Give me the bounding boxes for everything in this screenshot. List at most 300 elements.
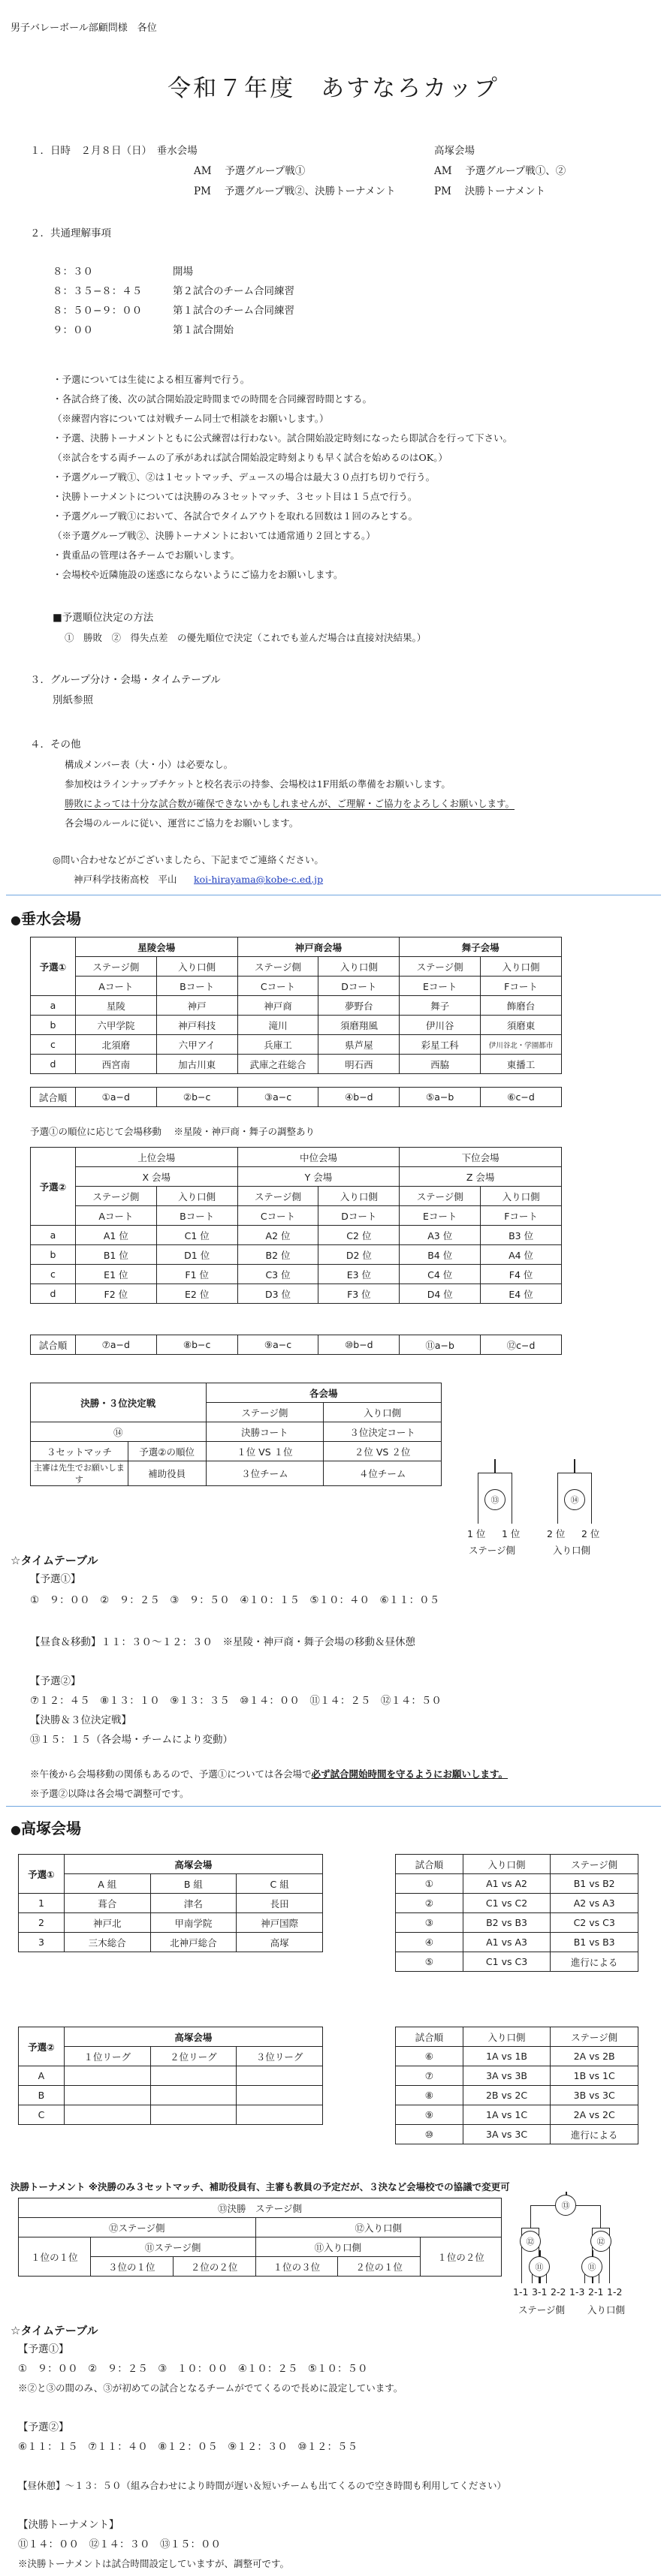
team-cell: 舞子: [400, 996, 481, 1016]
timetable-final-note: ※決勝トーナメントは試合時間設定していますが、調整可です。: [18, 2558, 290, 2569]
side-header: 入り口側: [481, 957, 562, 977]
order-match: ②b−c: [156, 1088, 237, 1107]
bracket-label: 2-2: [551, 2286, 566, 2298]
bracket-label: 1-2: [607, 2286, 623, 2298]
takatsuka-pm: PM 決勝トーナメント: [434, 185, 546, 197]
order-match: ⑦a−d: [75, 1335, 156, 1355]
rank-cell: F4 位: [481, 1265, 562, 1284]
timetable-title-label: タイムテーブル: [20, 2324, 98, 2337]
order-match: ④b−d: [318, 1088, 400, 1107]
order-header: ステージ側: [551, 2027, 638, 2047]
court-header: Fコート: [481, 977, 562, 996]
venue-header: 星陵会場: [75, 937, 237, 957]
order-match: C1 vs C3: [463, 1952, 551, 1972]
side-header: ステージ側: [206, 1403, 324, 1422]
team-cell: 神戸北: [64, 1913, 150, 1933]
other-item: 参加校はラインナップチケットと校名表示の持参、会場校は1F用紙の準備をお願いします。: [65, 778, 451, 790]
note: （※練習内容については対戦チーム同士で相談をお願いします。）: [53, 413, 329, 424]
team-cell: 北須磨: [75, 1035, 156, 1055]
empty-cell: [64, 2105, 150, 2125]
bullet-icon: ●: [11, 913, 21, 927]
takatsuka-section-title: [11, 1816, 81, 1838]
section3-body: 別紙参照: [53, 694, 93, 706]
court-header: Fコート: [481, 1206, 562, 1226]
row-key: C: [19, 2105, 65, 2125]
side-header: 入り口側: [481, 1187, 562, 1206]
order-no: ②: [396, 1894, 463, 1913]
team-cell: 彩星工科: [400, 1035, 481, 1055]
row-key: 1: [19, 1894, 65, 1913]
side-header: ステージ側: [75, 1187, 156, 1206]
timetable-p1-times: ① ９：００ ② ９：２５ ③ ９：５０ ④１０：１５ ⑤１０：４０ ⑥１１：０５: [30, 1594, 440, 1606]
group-header: X 会場: [75, 1167, 237, 1187]
league-header: ２位リーグ: [150, 2047, 237, 2066]
order-match: B1 vs B3: [551, 1933, 638, 1952]
rank-cell: F3 位: [318, 1284, 400, 1304]
note: ・予選については生徒による相互審判で行う。: [53, 374, 250, 385]
tarumi-final-table: [30, 1383, 442, 1486]
note: ・予選、決勝トーナメントともに公式練習は行わない。試合開始設定時刻になったら即試合を行って下さい。: [53, 432, 513, 444]
court-header: Eコート: [400, 1206, 481, 1226]
schedule-event: 第１試合開始: [173, 324, 234, 336]
final-court: ３位決定コート: [324, 1422, 442, 1442]
final-assistant: ３位チーム: [206, 1461, 324, 1486]
final-pairing: １位 VS １位: [206, 1442, 324, 1461]
empty-cell: [237, 2066, 323, 2086]
ranking-body: ① 勝敗 ② 得失点差 の優先順位で決定（これでも並んだ場合は直接対決結果。）: [65, 632, 427, 643]
order-match: A1 vs A3: [463, 1933, 551, 1952]
bracket-node: ⑬: [484, 1489, 506, 1510]
order-match: A2 vs A3: [551, 1894, 638, 1913]
team-cell: 滝川: [237, 1016, 318, 1035]
timetable-p1-label: 【予選①】: [30, 1573, 81, 1585]
final-match: ⑭: [31, 1422, 207, 1442]
timetable-p1-label: 【予選①】: [18, 2343, 69, 2355]
order-header: 入り口側: [463, 2027, 551, 2047]
table-row: [396, 1874, 638, 1894]
empty-cell: [64, 2086, 150, 2105]
bracket-label: 2 位: [547, 1528, 566, 1539]
bracket-node: ⑭: [564, 1489, 585, 1510]
order-match: B2 vs B3: [463, 1913, 551, 1933]
final-pairing: ２位 VS ２位: [324, 1442, 442, 1461]
table-row: [19, 2086, 323, 2105]
contact-line: ◎問い合わせなどがございましたら、下記までご連絡ください。: [53, 854, 324, 865]
bracket-node: ⑪: [581, 2256, 602, 2277]
order-match: ⑥c−d: [481, 1088, 562, 1107]
rank-cell: C2 位: [318, 1226, 400, 1245]
court-header: Dコート: [318, 977, 400, 996]
divider: [6, 1806, 661, 1807]
bracket-node: ⑪: [529, 2256, 550, 2277]
team-cell: 北神戸総合: [150, 1933, 237, 1952]
tarumi-section-title: [11, 907, 81, 928]
league-header: １位リーグ: [64, 2047, 150, 2066]
order-no: ⑧: [396, 2086, 463, 2105]
order-match: C2 vs C3: [551, 1913, 638, 1933]
bracket-label: 3-1: [532, 2286, 548, 2298]
venue-header: 舞子会場: [400, 937, 562, 957]
order-match: ⑪a−b: [400, 1335, 481, 1355]
tournament-side: １位の２位: [421, 2237, 502, 2277]
team-cell: 星陵: [75, 996, 156, 1016]
tarumi-section-label: 垂水会場: [20, 910, 81, 928]
order-no: ⑤: [396, 1952, 463, 1972]
schedule-time: ８：５０−９：００: [53, 305, 143, 317]
table-row: [396, 1913, 638, 1933]
row-key: c: [31, 1035, 76, 1055]
group-header: C 組: [237, 1874, 323, 1894]
bracket-line: [574, 1459, 575, 1473]
rank-cell: E2 位: [156, 1284, 237, 1304]
team-cell: 明石西: [318, 1055, 400, 1074]
order-no: ⑩: [396, 2125, 463, 2144]
schedule-event: 開場: [173, 266, 193, 278]
final-assistant: ４位チーム: [324, 1461, 442, 1486]
timetable-lunch: 【昼休憩】〜１３：５０（組み合わせにより時間が遅い＆短いチームも出てくるので空き時間も利用してください）: [18, 2480, 507, 2491]
row-key: b: [31, 1245, 76, 1265]
tournament-final-row: ⑬決勝 ステージ側: [19, 2198, 502, 2218]
team-cell: 東播工: [481, 1055, 562, 1074]
rank-cell: D1 位: [156, 1245, 237, 1265]
team-cell: 須磨翔風: [318, 1016, 400, 1035]
note1-emphasis: 必ず試合開始時間を守るようにお願いします。: [311, 1768, 509, 1780]
note: ・決勝トーナメントについては決勝のみ３セットマッチ、３セット目は１５点で行う。: [53, 491, 418, 502]
team-cell: 飾磨台: [481, 996, 562, 1016]
team-cell: 葺合: [64, 1894, 150, 1913]
team-cell: 長田: [237, 1894, 323, 1913]
bracket-label: 1 位: [502, 1528, 521, 1539]
move-note: 予選①の順位に応じて会場移動 ※星陵・神戸商・舞子の調整あり: [30, 1126, 315, 1137]
tarumi-prelim1-table: [30, 937, 562, 1074]
tarumi-prelim2-table: [30, 1147, 562, 1304]
table-row: [31, 1284, 562, 1304]
empty-cell: [237, 2086, 323, 2105]
timetable-p2-times: ⑥１１：１５ ⑦１１：４０ ⑧１２：０５ ⑨１２：３０ ⑩１２：５５: [18, 2441, 358, 2453]
order-match: 2A vs 2B: [551, 2047, 638, 2066]
tournament-seed: ２位の１位: [338, 2257, 421, 2277]
bracket-side: 入り口側: [587, 2304, 626, 2316]
table-row: [31, 1035, 562, 1055]
team-cell: 神戸科技: [156, 1016, 237, 1035]
court-header: Aコート: [75, 1206, 156, 1226]
court-header: Aコート: [75, 977, 156, 996]
team-cell: 須磨東: [481, 1016, 562, 1035]
row-key: 3: [19, 1933, 65, 1952]
court-header: Bコート: [156, 1206, 237, 1226]
order-label: 試合順: [31, 1335, 76, 1355]
bracket-label: 1 位: [467, 1528, 486, 1539]
prelim2-label: 予選②: [31, 1148, 76, 1226]
order-no: ③: [396, 1913, 463, 1933]
rank-cell: B4 位: [400, 1245, 481, 1265]
timetable-final-times: ⑬１５：１５（各会場・チームにより変動）: [30, 1734, 233, 1746]
other-item-underlined: 勝敗によっては十分な試合数が確保できないかもしれませんが、ご理解・ご協力をよろしくお願いします。: [65, 798, 515, 809]
order-match: 3B vs 3C: [551, 2086, 638, 2105]
takatsuka-tournament-table: [18, 2198, 502, 2277]
order-header: 試合順: [396, 2027, 463, 2047]
order-no: ⑨: [396, 2105, 463, 2125]
ranking-title: ■予選順位決定の方法: [53, 612, 154, 624]
team-cell: 津名: [150, 1894, 237, 1913]
team-cell: 三木総合: [64, 1933, 150, 1952]
team-cell: 甲南学院: [150, 1913, 237, 1933]
team-cell: 夢野台: [318, 996, 400, 1016]
note: ・予選グループ戦①において、各試合でタイムアウトを取れる回数は１回のみとする。: [53, 510, 418, 522]
schedule-time: ８：３５−８：４５: [53, 285, 143, 297]
rank-cell: D2 位: [318, 1245, 400, 1265]
bracket-line: [494, 1459, 496, 1473]
league-header: ３位リーグ: [237, 2047, 323, 2066]
takatsuka-prelim2-table: [18, 2027, 323, 2125]
order-match: ⑧b−c: [156, 1335, 237, 1355]
note: （※予選グループ戦②、決勝トーナメントにおいては通常通り２回とする。）: [53, 530, 376, 541]
empty-cell: [150, 2066, 237, 2086]
table-row: [19, 1913, 323, 1933]
table-row: [396, 2086, 638, 2105]
order-header: 入り口側: [463, 1855, 551, 1874]
final-court: 決勝コート: [206, 1422, 324, 1442]
rank-cell: F1 位: [156, 1265, 237, 1284]
team-cell: 県芦屋: [318, 1035, 400, 1055]
tournament-seed: ３位の１位: [90, 2257, 173, 2277]
note: ・予選グループ戦①、②は１セットマッチ、デュースの場合は最大３０点打ち切りで行う。: [53, 471, 436, 483]
order-header: ステージ側: [551, 1855, 638, 1874]
final-set-rule: ３セットマッチ: [31, 1442, 128, 1461]
table-row: [396, 1952, 638, 1972]
team-cell: 神戸国際: [237, 1913, 323, 1933]
tournament-semi: ⑫入り口側: [255, 2218, 502, 2237]
order-match: 1A vs 1C: [463, 2105, 551, 2125]
schedule-time: ９：００: [53, 324, 93, 336]
court-header: Bコート: [156, 977, 237, 996]
table-row: [396, 1894, 638, 1913]
tournament-seed: ２位の２位: [173, 2257, 255, 2277]
tarumi-pm: PM 予選グループ戦②、決勝トーナメント: [194, 185, 396, 197]
team-cell: 六甲アイ: [156, 1035, 237, 1055]
prelim1-label: 予選①: [31, 937, 76, 996]
table-row: [19, 2105, 323, 2125]
venue-header: 中位会場: [237, 1148, 400, 1167]
empty-cell: [150, 2086, 237, 2105]
venue-header: 上位会場: [75, 1148, 237, 1167]
table-row: [19, 1933, 323, 1952]
group-header: Y 会場: [237, 1167, 400, 1187]
table-row: [31, 1265, 562, 1284]
order-match: 進行による: [551, 1952, 638, 1972]
row-key: a: [31, 1226, 76, 1245]
empty-cell: [150, 2105, 237, 2125]
table-row: [396, 2125, 638, 2144]
date-venue-line: １．日時 ２月８日（日） 垂水会場: [30, 145, 198, 157]
rank-cell: E4 位: [481, 1284, 562, 1304]
order-match: ⑨a−c: [237, 1335, 318, 1355]
table-row: [31, 1245, 562, 1265]
note: （※試合をする両チームの了承があれば試合開始設定時刻よりも早く試合を始めるのはOK。）: [53, 452, 448, 463]
order-match: ⑩b−d: [318, 1335, 400, 1355]
tournament-qf: ⑪ステージ側: [90, 2237, 255, 2257]
table-row: [19, 1894, 323, 1913]
side-header: ステージ側: [400, 1187, 481, 1206]
timetable-note1: [30, 1768, 508, 1780]
side-header: ステージ側: [237, 1187, 318, 1206]
tarumi-order1-table: [30, 1087, 562, 1107]
rank-cell: C4 位: [400, 1265, 481, 1284]
takatsuka-timetable-title: ☆タイムテーブル: [11, 2324, 98, 2337]
venue-header: 神戸商会場: [237, 937, 400, 957]
bracket-node: ⑫: [590, 2231, 611, 2252]
table-row: [396, 2066, 638, 2086]
order-match: 2B vs 2C: [463, 2086, 551, 2105]
rank-cell: C3 位: [237, 1265, 318, 1284]
row-key: 2: [19, 1913, 65, 1933]
order-label: 試合順: [31, 1088, 76, 1107]
team-cell: 六甲学院: [75, 1016, 156, 1035]
tarumi-timetable-title: ☆タイムテーブル: [11, 1554, 98, 1567]
bracket-node: ⑬: [555, 2195, 576, 2216]
side-header: ステージ側: [237, 957, 318, 977]
team-cell: 加古川東: [156, 1055, 237, 1074]
side-header: 入り口側: [156, 1187, 237, 1206]
final-title: 決勝・３位決定戦: [31, 1383, 207, 1422]
court-header: Cコート: [237, 1206, 318, 1226]
team-cell: 兵庫工: [237, 1035, 318, 1055]
row-key: a: [31, 996, 76, 1016]
bracket-label: 2 位: [581, 1528, 600, 1539]
order-match: ③a−c: [237, 1088, 318, 1107]
side-header: ステージ側: [400, 957, 481, 977]
order-match: ①a−d: [75, 1088, 156, 1107]
schedule-time: ８：３０: [53, 266, 93, 278]
tarumi-am: AM 予選グループ戦①: [194, 165, 306, 177]
timetable-final-label: 【決勝＆３位決定戦】: [30, 1714, 131, 1726]
final-referee-note: 主審は先生でお願いします: [31, 1461, 128, 1486]
team-cell: 伊川谷: [400, 1016, 481, 1035]
takatsuka-venue-label: 高塚会場: [434, 145, 475, 157]
section2-title: ２．共通理解事項: [30, 227, 111, 239]
bracket-label: 1-1: [513, 2286, 529, 2298]
tournament-qf: ⑪入り口側: [255, 2237, 421, 2257]
timetable-lunch: 【昼食＆移動】１１：３０〜１２：３０ ※星陵・神戸商・舞子会場の移動＆昼休憩: [30, 1636, 415, 1648]
prelim2-label: 予選②: [19, 2027, 65, 2066]
recipient-line: 男子バレーボール部顧問様 各位: [11, 23, 157, 34]
order-match: 2A vs 2C: [551, 2105, 638, 2125]
table-row: [19, 2066, 323, 2086]
group-header: Z 会場: [400, 1167, 562, 1187]
team-cell: 武庫之荘総合: [237, 1055, 318, 1074]
rank-cell: B1 位: [75, 1245, 156, 1265]
takatsuka-section-label: 高塚会場: [20, 1819, 81, 1837]
rank-cell: E3 位: [318, 1265, 400, 1284]
note1-plain: ※午後から会場移動の関係もあるので、予選①については各会場で: [30, 1768, 312, 1780]
team-cell: 神戸商: [237, 996, 318, 1016]
bracket-side: ステージ側: [469, 1545, 516, 1556]
timetable-p2-times: ⑦１２：４５ ⑧１３：１０ ⑨１３：３５ ⑩１４：００ ⑪１４：２５ ⑫１４：５０: [30, 1695, 442, 1707]
order-match: B1 vs B2: [551, 1874, 638, 1894]
timetable-final-label: 【決勝トーナメント】: [18, 2519, 119, 2531]
final-rank-label: 予選②の順位: [128, 1442, 206, 1461]
order-match: 進行による: [551, 2125, 638, 2144]
empty-cell: [64, 2066, 150, 2086]
rank-cell: A4 位: [481, 1245, 562, 1265]
venue-header: 高塚会場: [64, 2027, 322, 2047]
rank-cell: E1 位: [75, 1265, 156, 1284]
schedule-event: 第２試合のチーム合同練習: [173, 285, 294, 297]
side-header: ステージ側: [75, 957, 156, 977]
timetable-title-label: タイムテーブル: [20, 1554, 98, 1567]
takatsuka-prelim1-table: [18, 1854, 323, 1952]
bullet-icon: ●: [11, 1822, 21, 1837]
order-no: ⑦: [396, 2066, 463, 2086]
court-header: Eコート: [400, 977, 481, 996]
group-header: A 組: [64, 1874, 150, 1894]
side-header: 入り口側: [318, 957, 400, 977]
team-cell: 西脇: [400, 1055, 481, 1074]
tarumi-order2-table: [30, 1335, 562, 1355]
timetable-p1-times: ① ９：００ ② ９：２５ ③ １０：００ ④１０：２５ ⑤１０：５０: [18, 2363, 368, 2375]
rank-cell: B2 位: [237, 1245, 318, 1265]
row-key: c: [31, 1265, 76, 1284]
takatsuka-am: AM 予選グループ戦①、②: [434, 165, 566, 177]
timetable-final-times: ⑪１４：００ ⑫１４：３０ ⑬１５：００: [18, 2538, 221, 2550]
order-no: ①: [396, 1874, 463, 1894]
row-key: b: [31, 1016, 76, 1035]
bracket-side: ステージ側: [518, 2304, 566, 2316]
note: ・会場校や近隣施設の迷惑にならないようにご協力をお願いします。: [53, 569, 343, 580]
rank-cell: B3 位: [481, 1226, 562, 1245]
table-row: [31, 1226, 562, 1245]
bracket-label: 1-3: [569, 2286, 585, 2298]
tournament-note: 決勝トーナメント ※決勝のみ３セットマッチ、補助役員有、主審も教員の予定だが、３決など会場校での協議で変更可: [11, 2181, 510, 2192]
note: ・貴重品の管理は各チームでお願いします。: [53, 549, 240, 561]
note: ・各試合終了後、次の試合開始設定時間までの時間を合同練習時間とする。: [53, 393, 373, 405]
rank-cell: D4 位: [400, 1284, 481, 1304]
venue-header: 下位会場: [400, 1148, 562, 1167]
order-match: ⑤a−b: [400, 1088, 481, 1107]
timetable-note2: ※予選②以降は各会場で調整可です。: [30, 1788, 189, 1799]
order-no: ④: [396, 1933, 463, 1952]
order-match: ⑫c−d: [481, 1335, 562, 1355]
prelim1-label: 予選①: [19, 1855, 65, 1894]
row-key: A: [19, 2066, 65, 2086]
contact-email-link[interactable]: koi-hirayama@kobe-c.ed.jp: [194, 874, 324, 885]
row-key: d: [31, 1055, 76, 1074]
tournament-semi: ⑫ステージ側: [19, 2218, 256, 2237]
other-item: 構成メンバー表（大・小）は必要なし。: [65, 759, 234, 770]
schedule-event: 第１試合のチーム合同練習: [173, 305, 294, 317]
section3-title: ３．グループ分け・会場・タイムテーブル: [30, 674, 221, 686]
row-key: B: [19, 2086, 65, 2105]
takatsuka-order1-table: [395, 1854, 638, 1972]
table-row: [396, 2105, 638, 2125]
rank-cell: F2 位: [75, 1284, 156, 1304]
bracket-node: ⑫: [520, 2231, 541, 2252]
table-row: [396, 2047, 638, 2066]
rank-cell: A1 位: [75, 1226, 156, 1245]
order-match: C1 vs C2: [463, 1894, 551, 1913]
court-header: Cコート: [237, 977, 318, 996]
other-item: 各会場のルールに従い、運営にご協力をお願いします。: [65, 817, 299, 829]
order-match: 1B vs 1C: [551, 2066, 638, 2086]
final-assistant-label: 補助役員: [128, 1461, 206, 1486]
side-header: 入り口側: [156, 957, 237, 977]
group-header: B 組: [150, 1874, 237, 1894]
side-header: 入り口側: [318, 1187, 400, 1206]
rank-cell: C1 位: [156, 1226, 237, 1245]
contact-school: 神戸科学技術高校 平山: [74, 874, 177, 885]
rank-cell: A2 位: [237, 1226, 318, 1245]
order-match: A1 vs A2: [463, 1874, 551, 1894]
